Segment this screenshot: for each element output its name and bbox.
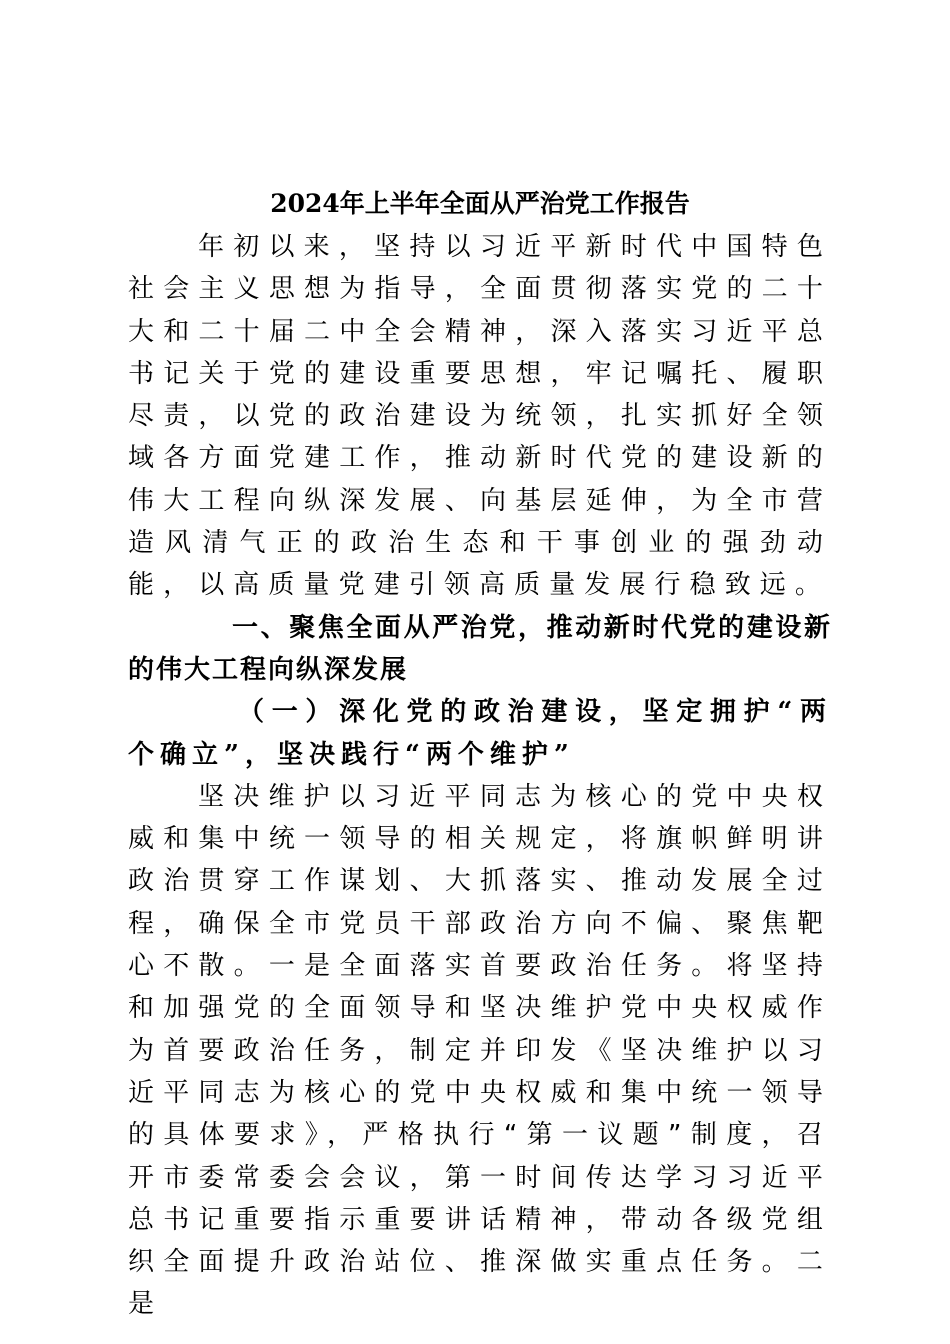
subsection-paragraph-1-1: 坚决维护以习近平同志为核心的党中央权威和集中统一领导的相关规定，将旗帜鲜明讲政治贯穿工作谋划、大抓落实、推动发展全过程，确保全市党员干部政治方向不偏、聚焦靶心不散。一是全面落实首要政治任务。将坚持和加强党的全面领导和坚决维护党中央权威作为首要政治任务，制定并印发《坚决维护以习近平同志为核心的党中央权威和集中统一领导的具体要求》，严格执行“第一议题”制度，召开市委常委会会议，第一时间传达学习习近平总书记重要指示重要讲话精神，带动各级党组织全面提升政治站位、推深做实重点任务。二是 bbox=[128, 781, 832, 1320]
section-heading-1: 一、聚焦全面从严治党，推动新时代党的建设新的伟大工程向纵深发展 bbox=[128, 612, 832, 685]
document-body bbox=[128, 184, 832, 1326]
intro-paragraph: 年初以来，坚持以习近平新时代中国特色社会主义思想为指导，全面贯彻落实党的二十大和二十届二中全会精神，深入落实习近平总书记关于党的建设重要思想，牢记嘱托、履职尽责，以党的政治建设为统领，扎实抓好全领域各方面党建工作，推动新时代党的建设新的伟大工程向纵深发展、向基层延伸，为全市营造风清气正的政治生态和干事创业的强劲动能，以高质量党建引领高质量发展行稳致远。 bbox=[128, 232, 832, 601]
document-title: 2024年上半年全面从严治党工作报告 bbox=[270, 189, 690, 218]
subsection-heading-1-1: （一）深化党的政治建设，坚定拥护“两个确立”，坚决践行“两个维护” bbox=[128, 697, 832, 770]
